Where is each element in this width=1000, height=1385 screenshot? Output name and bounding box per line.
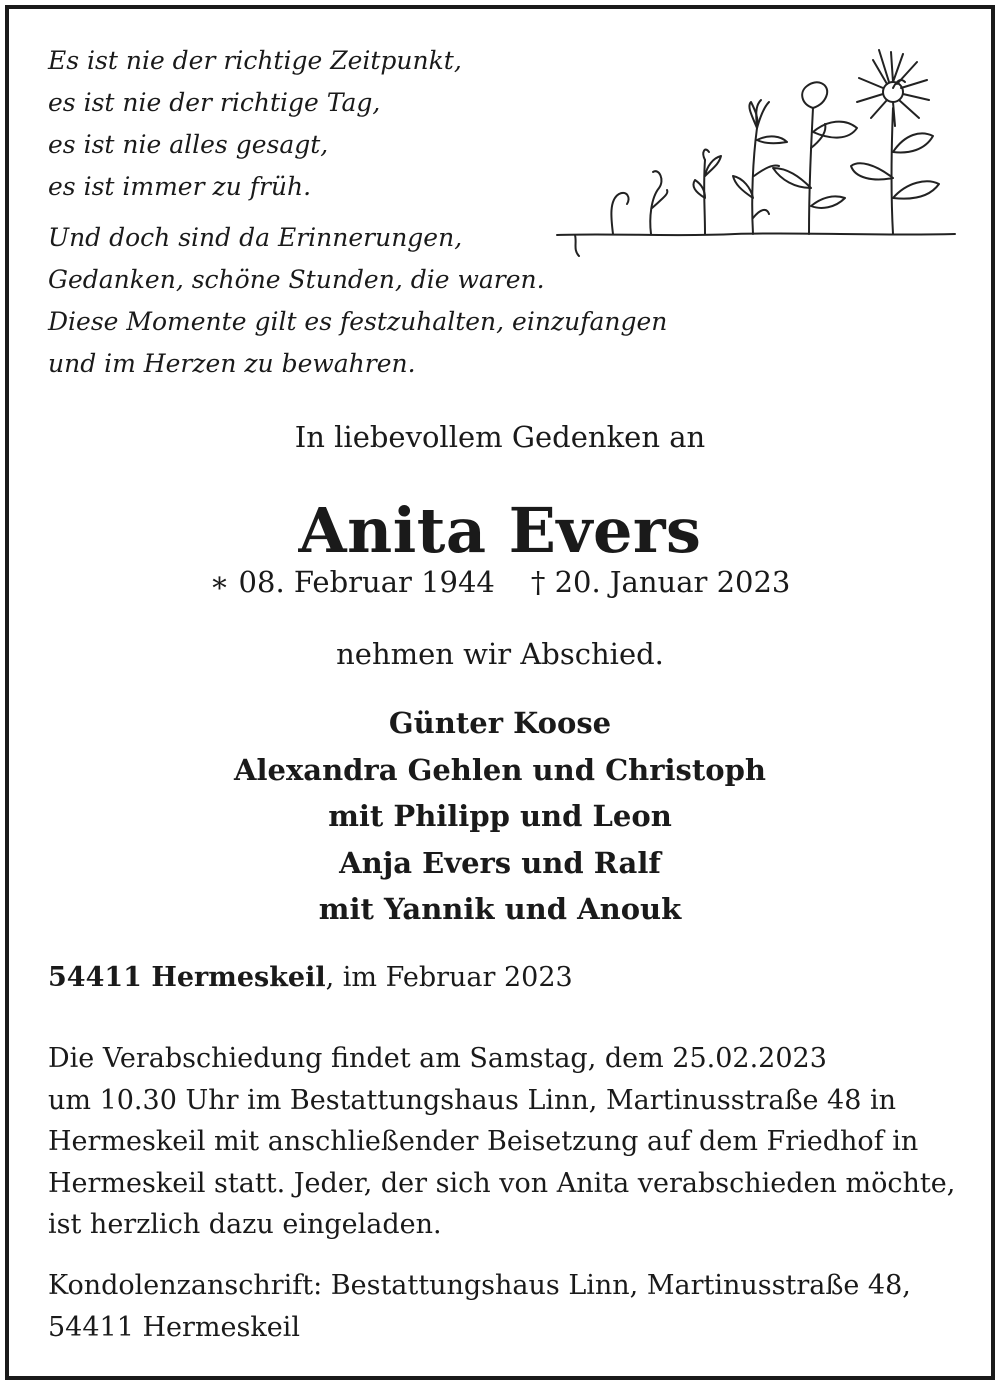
place-location: 54411 Hermeskeil	[48, 962, 326, 993]
service-details	[48, 1038, 955, 1246]
place-date-line	[48, 962, 573, 993]
deceased-name: Anita Evers	[298, 494, 702, 567]
condolence-line: 54411 Hermeskeil	[48, 1312, 300, 1343]
mourners-list	[0, 700, 1000, 933]
mourner-line: Alexandra Gehlen und Christoph	[234, 752, 766, 787]
place-date: , im Februar 2023	[325, 962, 573, 993]
condolence-line: Kondolenzanschrift: Bestattungshaus Linn, Martinusstraße 48,	[48, 1270, 911, 1301]
poem-line: Gedanken, schöne Stunden, die waren.	[48, 265, 545, 294]
mourner-line: Günter Koose	[388, 706, 612, 740]
birth-date: ∗ 08. Februar 1944	[209, 565, 495, 599]
poem-line: Und doch sind da Erinnerungen,	[48, 223, 463, 252]
poem-line: und im Herzen zu bewahren.	[48, 349, 416, 378]
condolence-address	[48, 1265, 911, 1349]
poem-stanza-1	[48, 40, 462, 208]
poem-line: es ist nie der richtige Tag,	[48, 88, 381, 117]
service-line: Hermeskeil statt. Jeder, der sich von Anita verabschieden möchte,	[48, 1167, 956, 1199]
growing-flowers-icon	[555, 48, 960, 273]
death-date: † 20. Januar 2023	[530, 565, 791, 599]
service-line: Die Verabschiedung findet am Samstag, dem 25.02.2023	[48, 1043, 827, 1074]
poem-line: Es ist nie der richtige Zeitpunkt,	[48, 46, 462, 75]
poem-line: Diese Momente gilt es festzuhalten, einzufangen	[48, 307, 668, 336]
intro-line: In liebevollem Gedenken an	[294, 420, 706, 454]
poem-line: es ist immer zu früh.	[48, 172, 312, 201]
life-dates	[0, 565, 1000, 599]
service-line: Hermeskeil mit anschließender Beisetzung auf dem Friedhof in	[48, 1126, 919, 1157]
service-line: um 10.30 Uhr im Bestattungshaus Linn, Martinusstraße 48 in	[48, 1084, 897, 1116]
mourner-line: mit Yannik und Anouk	[318, 892, 682, 926]
poem-line: es ist nie alles gesagt,	[48, 130, 329, 159]
service-line: ist herzlich dazu eingeladen.	[48, 1209, 442, 1240]
mourner-line: Anja Evers und Ralf	[339, 845, 661, 880]
farewell-line: nehmen wir Abschied.	[336, 637, 664, 671]
mourner-line: mit Philipp und Leon	[328, 799, 672, 833]
